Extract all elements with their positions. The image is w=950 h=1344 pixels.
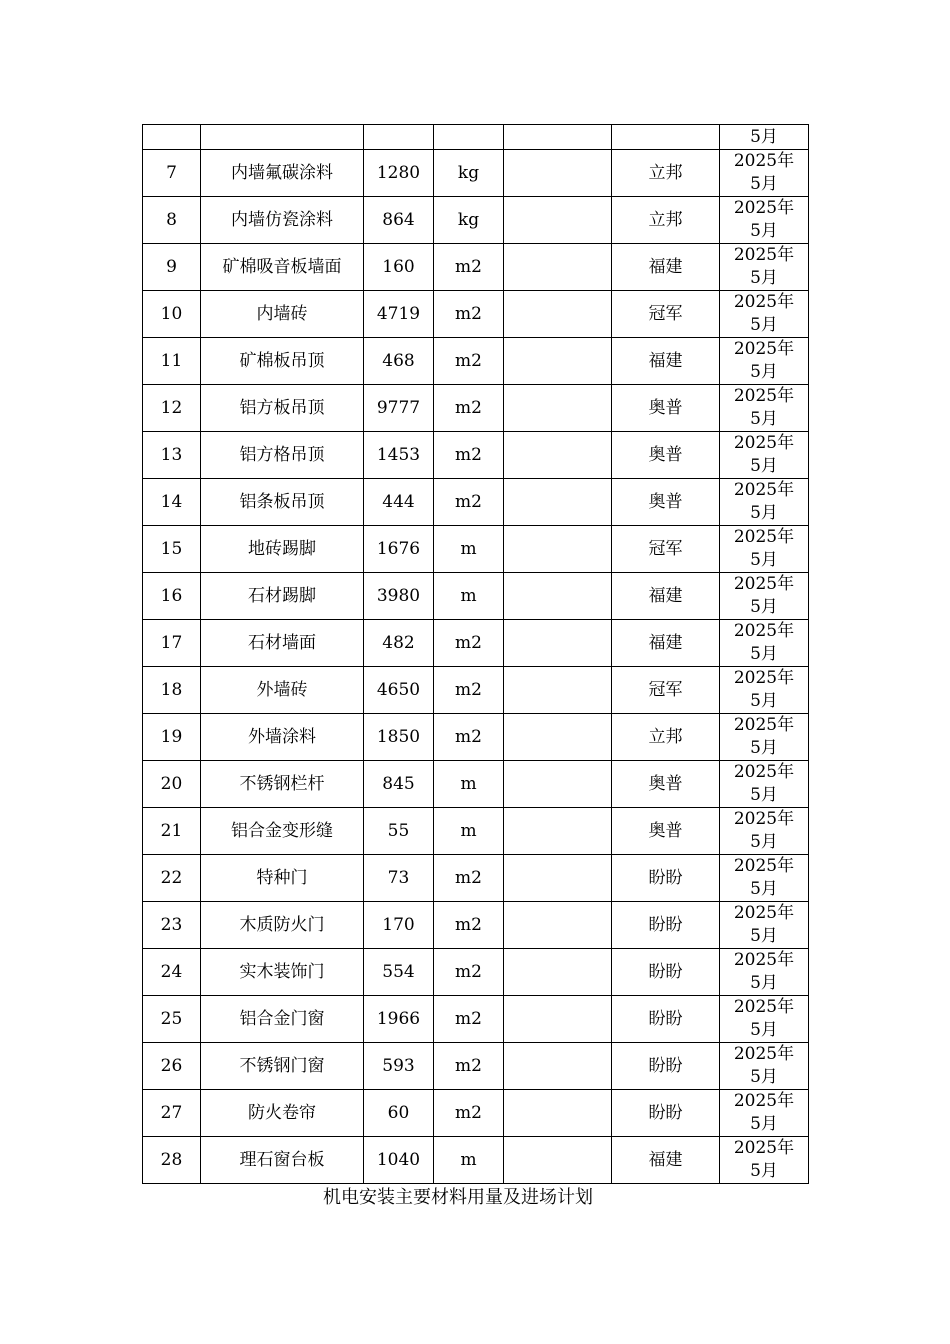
cell-qty: 1676 xyxy=(364,526,434,573)
cell-name: 不锈钢门窗 xyxy=(201,1043,364,1090)
table-row xyxy=(143,855,809,902)
cell-date xyxy=(720,714,809,761)
cell-unit: m xyxy=(434,1137,504,1184)
date-month: 5月 xyxy=(750,409,778,429)
table-row xyxy=(143,150,809,197)
table-row xyxy=(143,1090,809,1137)
cell-no: 28 xyxy=(143,1137,201,1184)
date-month: 5月 xyxy=(750,1020,778,1040)
cell-no: 7 xyxy=(143,150,201,197)
cell-date xyxy=(720,150,809,197)
cell-qty: 1850 xyxy=(364,714,434,761)
cell-no: 8 xyxy=(143,197,201,244)
date-month: 5月 xyxy=(750,221,778,241)
date-year: 2025年 xyxy=(733,903,795,923)
cell-name: 矿棉板吊顶 xyxy=(201,338,364,385)
cell-qty: 593 xyxy=(364,1043,434,1090)
cell-name: 铝合金变形缝 xyxy=(201,808,364,855)
cell-spec xyxy=(504,714,612,761)
cell-no: 27 xyxy=(143,1090,201,1137)
cell-no: 13 xyxy=(143,432,201,479)
cell-spec xyxy=(504,150,612,197)
cell-spec xyxy=(504,667,612,714)
cell-qty: 1453 xyxy=(364,432,434,479)
cell-date xyxy=(720,855,809,902)
date-month: 5月 xyxy=(750,832,778,852)
cell-name: 防火卷帘 xyxy=(201,1090,364,1137)
date-year: 2025年 xyxy=(733,1091,795,1111)
cell-spec xyxy=(504,996,612,1043)
cell-unit: m xyxy=(434,526,504,573)
cell-brand: 盼盼 xyxy=(612,949,720,996)
cell-spec xyxy=(504,291,612,338)
table-row xyxy=(143,291,809,338)
table-row xyxy=(143,667,809,714)
cell-qty: 1040 xyxy=(364,1137,434,1184)
cell-brand: 福建 xyxy=(612,338,720,385)
cell-brand: 盼盼 xyxy=(612,902,720,949)
cell-brand: 立邦 xyxy=(612,714,720,761)
date-month: 5月 xyxy=(750,174,778,194)
cell-name xyxy=(201,125,364,150)
cell-brand: 盼盼 xyxy=(612,855,720,902)
cell-name: 铝合金门窗 xyxy=(201,996,364,1043)
cell-no: 25 xyxy=(143,996,201,1043)
cell-brand: 福建 xyxy=(612,244,720,291)
cell-no: 22 xyxy=(143,855,201,902)
cell-unit: m2 xyxy=(434,385,504,432)
date-year: 2025年 xyxy=(733,151,795,171)
cell-qty: 73 xyxy=(364,855,434,902)
cell-date xyxy=(720,197,809,244)
cell-date xyxy=(720,902,809,949)
cell-qty: 468 xyxy=(364,338,434,385)
table-row xyxy=(143,761,809,808)
date-year: 2025年 xyxy=(733,339,795,359)
cell-unit: m2 xyxy=(434,949,504,996)
table-row xyxy=(143,949,809,996)
cell-qty: 482 xyxy=(364,620,434,667)
cell-qty: 160 xyxy=(364,244,434,291)
table-row xyxy=(143,1043,809,1090)
table-row xyxy=(143,338,809,385)
date-month: 5月 xyxy=(750,315,778,335)
cell-no: 23 xyxy=(143,902,201,949)
date-year: 2025年 xyxy=(733,527,795,547)
cell-no: 10 xyxy=(143,291,201,338)
cell-name: 外墙涂料 xyxy=(201,714,364,761)
date-month: 5月 xyxy=(750,362,778,382)
cell-brand xyxy=(612,125,720,150)
date-year: 2025年 xyxy=(733,292,795,312)
cell-unit: m xyxy=(434,761,504,808)
cell-name: 铝条板吊顶 xyxy=(201,479,364,526)
date-year: 2025年 xyxy=(733,433,795,453)
cell-qty: 4719 xyxy=(364,291,434,338)
cell-unit: kg xyxy=(434,150,504,197)
date-month: 5月 xyxy=(750,785,778,805)
cell-name: 外墙砖 xyxy=(201,667,364,714)
cell-qty: 170 xyxy=(364,902,434,949)
cell-no: 18 xyxy=(143,667,201,714)
cell-qty: 60 xyxy=(364,1090,434,1137)
date-month: 5月 xyxy=(750,644,778,664)
cell-date xyxy=(720,338,809,385)
date-month: 5月 xyxy=(750,1067,778,1087)
table-row xyxy=(143,197,809,244)
cell-spec xyxy=(504,573,612,620)
cell-date xyxy=(720,996,809,1043)
cell-brand: 奥普 xyxy=(612,385,720,432)
cell-spec xyxy=(504,338,612,385)
cell-name: 内墙仿瓷涂料 xyxy=(201,197,364,244)
cell-no: 11 xyxy=(143,338,201,385)
cell-brand: 冠军 xyxy=(612,667,720,714)
date-month: 5月 xyxy=(750,926,778,946)
table-body xyxy=(143,125,809,1184)
cell-unit: m2 xyxy=(434,620,504,667)
table-row xyxy=(143,573,809,620)
cell-spec xyxy=(504,1137,612,1184)
cell-unit: m2 xyxy=(434,902,504,949)
date-year: 2025年 xyxy=(733,1044,795,1064)
cell-brand: 奥普 xyxy=(612,479,720,526)
cell-name: 铝方格吊顶 xyxy=(201,432,364,479)
date-year: 2025年 xyxy=(733,809,795,829)
date-year: 2025年 xyxy=(733,668,795,688)
cell-qty: 9777 xyxy=(364,385,434,432)
cell-qty: 4650 xyxy=(364,667,434,714)
cell-spec xyxy=(504,855,612,902)
cell-name: 内墙氟碳涂料 xyxy=(201,150,364,197)
cell-name: 不锈钢栏杆 xyxy=(201,761,364,808)
cell-no: 19 xyxy=(143,714,201,761)
date-year: 2025年 xyxy=(733,856,795,876)
date-year: 2025年 xyxy=(733,997,795,1017)
cell-unit: m2 xyxy=(434,667,504,714)
table-row xyxy=(143,385,809,432)
cell-spec xyxy=(504,432,612,479)
cell-spec xyxy=(504,761,612,808)
table-row xyxy=(143,244,809,291)
cell-unit: m2 xyxy=(434,855,504,902)
date-month: 5月 xyxy=(750,1114,778,1134)
table-row xyxy=(143,526,809,573)
date-year: 2025年 xyxy=(733,950,795,970)
date-year: 2025年 xyxy=(733,386,795,406)
cell-spec xyxy=(504,949,612,996)
table-row xyxy=(143,620,809,667)
table-row xyxy=(143,714,809,761)
cell-brand: 盼盼 xyxy=(612,1043,720,1090)
cell-date xyxy=(720,244,809,291)
cell-name: 木质防火门 xyxy=(201,902,364,949)
cell-unit: m2 xyxy=(434,338,504,385)
cell-date xyxy=(720,573,809,620)
cell-qty: 1280 xyxy=(364,150,434,197)
date-month: 5月 xyxy=(750,973,778,993)
cell-name: 石材踢脚 xyxy=(201,573,364,620)
cell-spec xyxy=(504,385,612,432)
table-row xyxy=(143,902,809,949)
cell-qty: 55 xyxy=(364,808,434,855)
cell-unit: m2 xyxy=(434,432,504,479)
cell-date: 5月 xyxy=(720,125,809,150)
cell-date xyxy=(720,949,809,996)
cell-no: 14 xyxy=(143,479,201,526)
cell-name: 内墙砖 xyxy=(201,291,364,338)
cell-date xyxy=(720,667,809,714)
cell-unit: m2 xyxy=(434,479,504,526)
cell-brand: 福建 xyxy=(612,573,720,620)
date-year: 2025年 xyxy=(733,715,795,735)
cell-spec xyxy=(504,244,612,291)
cell-no: 12 xyxy=(143,385,201,432)
date-month: 5月 xyxy=(750,550,778,570)
cell-date xyxy=(720,479,809,526)
cell-date xyxy=(720,432,809,479)
cell-name: 石材墙面 xyxy=(201,620,364,667)
cell-spec xyxy=(504,902,612,949)
date-year: 2025年 xyxy=(733,574,795,594)
date-year: 2025年 xyxy=(733,245,795,265)
cell-qty: 3980 xyxy=(364,573,434,620)
cell-name: 矿棉吸音板墙面 xyxy=(201,244,364,291)
cell-spec xyxy=(504,1090,612,1137)
cell-unit: m2 xyxy=(434,1043,504,1090)
cell-name: 实木装饰门 xyxy=(201,949,364,996)
cell-date xyxy=(720,808,809,855)
cell-unit: m xyxy=(434,573,504,620)
cell-unit: m xyxy=(434,808,504,855)
cell-name: 铝方板吊顶 xyxy=(201,385,364,432)
date-month: 5月 xyxy=(750,879,778,899)
cell-brand: 冠军 xyxy=(612,291,720,338)
cell-brand: 福建 xyxy=(612,1137,720,1184)
cell-name: 地砖踢脚 xyxy=(201,526,364,573)
cell-date xyxy=(720,291,809,338)
date-month: 5月 xyxy=(750,456,778,476)
date-year: 2025年 xyxy=(733,198,795,218)
cell-unit: m2 xyxy=(434,291,504,338)
cell-no xyxy=(143,125,201,150)
cell-unit: m2 xyxy=(434,1090,504,1137)
date-month: 5月 xyxy=(750,597,778,617)
table-row-continued xyxy=(143,125,809,150)
cell-date xyxy=(720,1043,809,1090)
cell-unit: m2 xyxy=(434,996,504,1043)
table-row xyxy=(143,479,809,526)
cell-no: 15 xyxy=(143,526,201,573)
cell-spec xyxy=(504,1043,612,1090)
cell-spec xyxy=(504,197,612,244)
cell-spec xyxy=(504,620,612,667)
cell-brand: 福建 xyxy=(612,620,720,667)
cell-no: 26 xyxy=(143,1043,201,1090)
table-row xyxy=(143,432,809,479)
date-month: 5月 xyxy=(750,503,778,523)
date-year: 2025年 xyxy=(733,621,795,641)
materials-table xyxy=(142,124,809,1184)
date-month: 5月 xyxy=(750,738,778,758)
cell-date xyxy=(720,761,809,808)
cell-spec xyxy=(504,125,612,150)
date-month: 5月 xyxy=(750,691,778,711)
cell-qty: 845 xyxy=(364,761,434,808)
date-year: 2025年 xyxy=(733,480,795,500)
cell-unit xyxy=(434,125,504,150)
cell-spec xyxy=(504,479,612,526)
table-row xyxy=(143,1137,809,1184)
cell-no: 21 xyxy=(143,808,201,855)
cell-qty: 444 xyxy=(364,479,434,526)
cell-date xyxy=(720,620,809,667)
cell-unit: m2 xyxy=(434,244,504,291)
cell-qty: 1966 xyxy=(364,996,434,1043)
cell-date xyxy=(720,1090,809,1137)
section-caption: 机电安装主要材料用量及进场计划 xyxy=(323,1187,593,1208)
cell-date xyxy=(720,385,809,432)
cell-name: 理石窗台板 xyxy=(201,1137,364,1184)
cell-brand: 盼盼 xyxy=(612,1090,720,1137)
cell-brand: 冠军 xyxy=(612,526,720,573)
cell-brand: 奥普 xyxy=(612,808,720,855)
cell-qty: 864 xyxy=(364,197,434,244)
cell-brand: 立邦 xyxy=(612,150,720,197)
date-month: 5月 xyxy=(750,268,778,288)
cell-no: 16 xyxy=(143,573,201,620)
cell-brand: 立邦 xyxy=(612,197,720,244)
cell-unit: m2 xyxy=(434,714,504,761)
cell-spec xyxy=(504,526,612,573)
cell-qty: 554 xyxy=(364,949,434,996)
date-year: 2025年 xyxy=(733,762,795,782)
cell-no: 17 xyxy=(143,620,201,667)
cell-brand: 盼盼 xyxy=(612,996,720,1043)
cell-unit: kg xyxy=(434,197,504,244)
date-month: 5月 xyxy=(750,1161,778,1181)
cell-no: 20 xyxy=(143,761,201,808)
cell-date xyxy=(720,1137,809,1184)
cell-date xyxy=(720,526,809,573)
cell-no: 24 xyxy=(143,949,201,996)
cell-qty xyxy=(364,125,434,150)
date-year: 2025年 xyxy=(733,1138,795,1158)
cell-brand: 奥普 xyxy=(612,761,720,808)
table-row xyxy=(143,996,809,1043)
cell-brand: 奥普 xyxy=(612,432,720,479)
cell-spec xyxy=(504,808,612,855)
cell-name: 特种门 xyxy=(201,855,364,902)
cell-no: 9 xyxy=(143,244,201,291)
table-row xyxy=(143,808,809,855)
